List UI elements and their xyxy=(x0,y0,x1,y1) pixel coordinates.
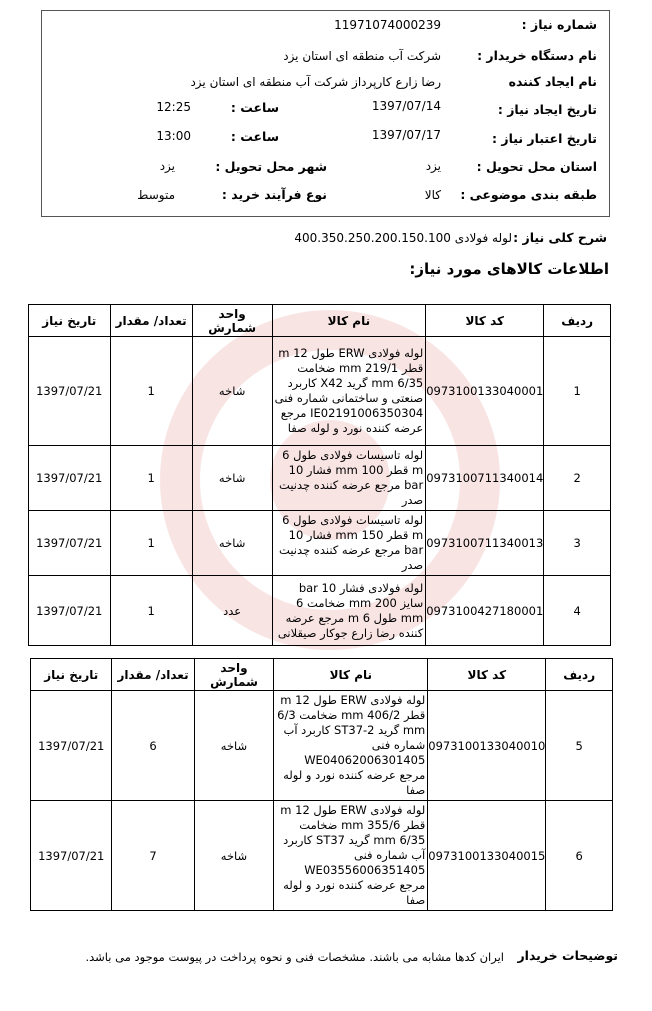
cell-date: 1397/07/21 xyxy=(29,446,111,511)
table-header-row xyxy=(29,305,611,337)
col-row: ردیف xyxy=(546,659,613,691)
col-qty: تعداد/ مقدار xyxy=(112,659,194,691)
cell-date: 1397/07/21 xyxy=(29,511,111,576)
cell-unit: شاخه xyxy=(192,511,272,576)
creator-name: رضا زارع کارپرداز شرکت آب منطقه ای استان یزد xyxy=(190,75,441,89)
cell-code: 0973100711340014 xyxy=(426,446,544,511)
province-label: استان محل تحویل : xyxy=(476,159,597,174)
col-date: تاریخ نیاز xyxy=(29,305,111,337)
cell-name: لوله تاسیسات فولادی طول 6 m قطر 150 mm فشار 10 bar مرجع عرضه کننده چدنیت صدر xyxy=(272,511,426,576)
cell-qty: 1 xyxy=(110,511,192,576)
cell-qty: 1 xyxy=(110,446,192,511)
created-date: 1397/07/14 xyxy=(371,99,441,113)
created-date-label: تاریخ ایجاد نیاز : xyxy=(497,102,597,117)
cell-unit: شاخه xyxy=(192,337,272,446)
cell-row: 3 xyxy=(544,511,611,576)
category: کالا xyxy=(424,188,441,202)
col-unit: واحد شمارش xyxy=(192,305,272,337)
summary-label: شرح کلی نیاز : xyxy=(513,230,607,245)
cell-code: 0973100133040001 xyxy=(426,337,544,446)
need-number: 11971074000239 xyxy=(334,18,441,32)
col-name: نام کالا xyxy=(272,305,426,337)
created-time-label: ساعت : xyxy=(230,100,279,115)
buyer-label: نام دستگاه خریدار : xyxy=(477,48,597,63)
items-table-1 xyxy=(28,304,611,646)
created-time: 12:25 xyxy=(156,100,191,114)
buyer-notes-label: توضیحات خریدار xyxy=(517,948,618,963)
valid-date-label: تاریخ اعتبار نیاز : xyxy=(492,131,597,146)
cell-date: 1397/07/21 xyxy=(29,337,111,446)
table-row xyxy=(29,446,611,511)
header-box xyxy=(41,10,610,217)
need-number-label: شماره نیاز : xyxy=(521,17,597,32)
col-qty: تعداد/ مقدار xyxy=(110,305,192,337)
cell-row: 2 xyxy=(544,446,611,511)
process-label: نوع فرآیند خرید : xyxy=(221,187,327,202)
cell-date: 1397/07/21 xyxy=(29,576,111,646)
valid-time: 13:00 xyxy=(156,129,191,143)
province: یزد xyxy=(425,159,441,173)
cell-row: 1 xyxy=(544,337,611,446)
cell-code: 0973100133040015 xyxy=(428,801,546,911)
city: یزد xyxy=(159,159,175,173)
cell-code: 0973100133040010 xyxy=(428,691,546,801)
cell-unit: شاخه xyxy=(194,801,274,911)
summary-value: لوله فولادی 400.350.250.200.150.100 xyxy=(294,231,512,245)
cell-row: 4 xyxy=(544,576,611,646)
cell-name: لوله فولادی فشار 10 bar سایز 200 mm ضخامت 6 mm طول 6 m مرجع عرضه کننده رضا زارع جوکار صیقلانی xyxy=(272,576,426,646)
cell-name: لوله فولادی ERW طول 12 m قطر 219/1 mm ضخامت 6/35 mm گرید X42 کاربرد صنعتی و ساختمانی شماره فنی IE02191006350304 مرجع عرضه کننده نورد و لوله صفا xyxy=(272,337,426,446)
cell-qty: 1 xyxy=(110,576,192,646)
cell-row: 6 xyxy=(546,801,613,911)
table-row xyxy=(31,691,613,801)
cell-date: 1397/07/21 xyxy=(31,691,112,801)
items-table-2 xyxy=(30,658,613,911)
cell-qty: 6 xyxy=(112,691,194,801)
col-code: کد کالا xyxy=(426,305,544,337)
cell-qty: 1 xyxy=(110,337,192,446)
cell-code: 0973100711340013 xyxy=(426,511,544,576)
city-label: شهر محل تحویل : xyxy=(215,159,327,174)
table-row xyxy=(31,801,613,911)
table-header-row xyxy=(31,659,613,691)
buyer-notes: ایران کدها مشابه می باشند. مشخصات فنی و نحوه پرداخت در پیوست موجود می باشد. xyxy=(85,950,504,964)
table-row xyxy=(29,576,611,646)
cell-row: 5 xyxy=(546,691,613,801)
buyer-name: شرکت آب منطقه ای استان یزد xyxy=(283,49,441,63)
table-row xyxy=(29,337,611,446)
cell-name: لوله تاسیسات فولادی طول 6 m قطر 100 mm فشار 10 bar مرجع عرضه کننده چدنیت صدر xyxy=(272,446,426,511)
cell-unit: شاخه xyxy=(194,691,274,801)
creator-label: نام ایجاد کننده xyxy=(508,74,597,89)
col-code: کد کالا xyxy=(428,659,546,691)
category-label: طبقه بندی موضوعی : xyxy=(460,187,597,202)
valid-time-label: ساعت : xyxy=(230,129,279,144)
valid-date: 1397/07/17 xyxy=(371,128,441,142)
cell-unit: عدد xyxy=(192,576,272,646)
cell-name: لوله فولادی ERW طول 12 m قطر 355/6 mm ضخامت 6/35 mm گرید ST37 کاربرد آب شماره فنی WE03556006351405 مرجع عرضه کننده نورد و لوله صفا xyxy=(274,801,428,911)
cell-code: 0973100427180001 xyxy=(426,576,544,646)
cell-date: 1397/07/21 xyxy=(31,801,112,911)
col-unit: واحد شمارش xyxy=(194,659,274,691)
cell-qty: 7 xyxy=(112,801,194,911)
cell-name: لوله فولادی ERW طول 12 m قطر 406/2 mm ضخامت 6/3 mm گرید ST37-2 کاربرد آب شماره فنی WE04062006301405 مرجع عرضه کننده نورد و لوله صفا xyxy=(274,691,428,801)
col-date: تاریخ نیاز xyxy=(31,659,112,691)
col-name: نام کالا xyxy=(274,659,428,691)
col-row: ردیف xyxy=(544,305,611,337)
cell-unit: شاخه xyxy=(192,446,272,511)
table-row xyxy=(29,511,611,576)
section-title: اطلاعات کالاهای مورد نیاز: xyxy=(409,260,609,278)
process: متوسط xyxy=(137,188,175,202)
